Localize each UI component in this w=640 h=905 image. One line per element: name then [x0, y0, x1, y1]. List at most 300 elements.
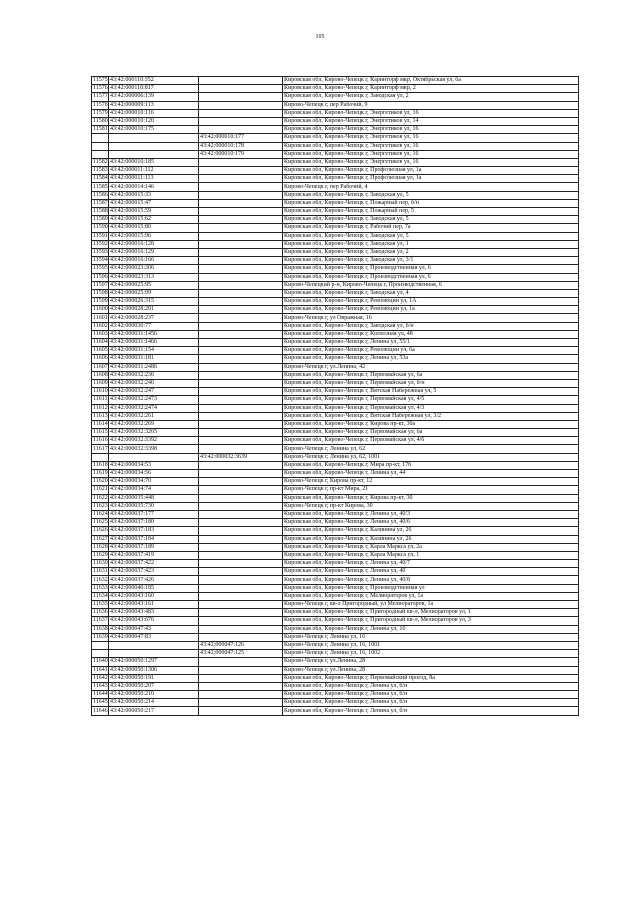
row-number: 11644 — [93, 691, 108, 698]
row-number: 11614 — [93, 420, 108, 427]
address: Кировская обл, Кирово-Чепецк г, Революции ул, 6а — [283, 347, 579, 355]
address: Кировская обл, Кирово-Чепецк г, Калинина ул, 26 — [283, 535, 579, 543]
table-row — [92, 175, 579, 183]
table-row — [92, 355, 579, 363]
table-row — [92, 601, 579, 609]
table-row — [92, 339, 579, 347]
sub-cadastral-number — [199, 625, 283, 633]
table-row — [92, 494, 579, 502]
cadastral-number: 43:42:000050:1297 — [109, 658, 199, 666]
address: Кировская обл, Кирово-Чепецк г, Вятская Набережная ул, 5 — [283, 388, 579, 396]
row-number: 11637 — [93, 617, 108, 624]
cadastral-number: 43:42:000031:181 — [109, 355, 199, 363]
address: Кировская обл, Кирово-Чепецк г, Энергетиков ул, 16 — [283, 150, 579, 158]
address: Кировская обл, Кирово-Чепецк г, Ленина ул, б/н — [283, 707, 579, 715]
cadastral-number: 43:42:000037:184 — [109, 535, 199, 543]
table-row — [92, 633, 579, 641]
row-number: 11610 — [93, 388, 108, 395]
row-number: 11617 — [93, 445, 108, 452]
sub-cadastral-number — [199, 199, 283, 207]
address: Кировская обл, Кирово-Чепецк г, Рабочий пер, 7а — [283, 224, 579, 232]
table-row — [92, 560, 579, 568]
table-row — [92, 625, 579, 633]
address: Кирово-Чепецкий р-н, Кирово-Чепецк г, Производственная, 6 — [283, 281, 579, 289]
row-number: 11626 — [93, 527, 108, 534]
table-row — [92, 412, 579, 420]
cadastral-number: 43:42:000034:74 — [109, 486, 199, 494]
cadastral-number: 43:42:000015:47 — [109, 199, 199, 207]
row-number: 11584 — [93, 175, 108, 182]
table-row — [92, 199, 579, 207]
address: Кировская обл, Кирово-Чепецк г, Производственная ул, 6 — [283, 273, 579, 281]
cadastral-number: 43:42:000037:180 — [109, 519, 199, 527]
sub-cadastral-number — [199, 437, 283, 445]
address: Кировская обл, Кирово-Чепецк г, Калинина ул, 26 — [283, 527, 579, 535]
table-row — [92, 592, 579, 600]
table-row — [92, 470, 579, 478]
address: Кировская обл, Кирово-Чепецк г, Колхозная ул, 48 — [283, 330, 579, 338]
row-number — [92, 150, 109, 158]
sub-cadastral-number — [199, 461, 283, 469]
cadastral-number — [109, 453, 199, 461]
sub-cadastral-number — [199, 273, 283, 281]
table-row — [92, 289, 579, 297]
row-number: 11624 — [93, 511, 108, 518]
table-row — [92, 109, 579, 117]
row-number: 11586 — [93, 191, 108, 198]
row-number: 11607 — [93, 363, 108, 370]
row-number: 11611 — [93, 396, 108, 403]
row-number: 11622 — [93, 494, 108, 501]
address: Кирово-Чепецк г, пер Рабочий, 9 — [283, 101, 579, 109]
cadastral-number: 43:42:000016:166 — [109, 257, 199, 265]
address: Кировская обл, Кирово-Чепецк г, Ленина ул, 55/1 — [283, 339, 579, 347]
cadastral-number: 43:42:000037:419 — [109, 551, 199, 559]
sub-cadastral-number — [199, 691, 283, 699]
sub-cadastral-number — [199, 486, 283, 494]
table-row — [92, 461, 579, 469]
sub-cadastral-number — [199, 257, 283, 265]
address: Кировская обл, Кирово-Чепецк г, Ленина ул, 40/6 — [283, 519, 579, 527]
row-number: 11608 — [93, 371, 108, 378]
row-number: 11612 — [93, 404, 108, 411]
table-row — [92, 117, 579, 125]
table-row — [92, 191, 579, 199]
sub-cadastral-number — [199, 609, 283, 617]
cadastral-number — [109, 150, 199, 158]
cadastral-number: 43:42:000050:210 — [109, 691, 199, 699]
table-row — [92, 551, 579, 559]
row-number: 11620 — [93, 478, 108, 485]
sub-cadastral-number — [199, 158, 283, 166]
address: Кирово-Чепецк г, ул.Ленина, 28 — [283, 666, 579, 674]
address: Кировская обл, Кирово-Чепецк г, Ленина ул, 44 — [283, 470, 579, 478]
table-row — [92, 691, 579, 699]
sub-cadastral-number — [199, 101, 283, 109]
cadastral-number: 43:42:000050:214 — [109, 699, 199, 707]
row-number: 11641 — [93, 666, 108, 673]
table-row — [92, 224, 579, 232]
address: Кировская обл, Кирово-Чепецк г, Заводская ул, 5 — [283, 232, 579, 240]
sub-cadastral-number: 43:42:000010:178 — [199, 142, 283, 150]
address: Кировская обл, Кирово-Чепецк г, Мелиораторов ул, 1а — [283, 592, 579, 600]
sub-cadastral-number — [199, 560, 283, 568]
cadastral-number: 43:42:000015:59 — [109, 208, 199, 216]
sub-cadastral-number — [199, 371, 283, 379]
sub-cadastral-number — [199, 265, 283, 273]
table-row — [92, 584, 579, 592]
sub-cadastral-number — [199, 281, 283, 289]
address: Кировская обл, Кирово-Чепецк г, Профсоюзная ул, 1а — [283, 175, 579, 183]
sub-cadastral-number — [199, 682, 283, 690]
table-row — [92, 371, 579, 379]
cadastral-number: 43:42:000016:129 — [109, 248, 199, 256]
sub-cadastral-number — [199, 404, 283, 412]
table-row — [92, 502, 579, 510]
row-number: 11627 — [93, 535, 108, 542]
row-number: 11593 — [93, 249, 108, 256]
table-row — [92, 314, 579, 322]
row-number: 11643 — [93, 682, 108, 689]
address: Кирово-Чепецк г, ул.Ленина, 42 — [283, 363, 579, 371]
row-number: 11632 — [93, 576, 108, 583]
cadastral-number: 43:42:000032:3398 — [109, 445, 199, 453]
address: Кировская обл, Кирово-Чепецк г, Заводская ул, 5 — [283, 191, 579, 199]
sub-cadastral-number — [199, 494, 283, 502]
table-row — [92, 699, 579, 707]
row-number: 11619 — [93, 470, 108, 477]
cadastral-number: 43:42:000043:161 — [109, 601, 199, 609]
cadastral-number: 43:42:000023:313 — [109, 273, 199, 281]
address: Кировская обл, Кирово-Чепецк г, Энергетиков ул, 16 — [283, 126, 579, 134]
address: Кировская обл, Кирово-Чепецк г, Энергетиков ул, 16 — [283, 158, 579, 166]
row-number: 11596 — [93, 273, 108, 280]
table-row — [92, 617, 579, 625]
row-number: 11575 — [93, 77, 108, 84]
cadastral-number: 43:42:000031:1456 — [109, 330, 199, 338]
table-row — [92, 142, 579, 150]
sub-cadastral-number — [199, 388, 283, 396]
table-row — [92, 674, 579, 682]
cadastral-number: 43:42:000037:422 — [109, 560, 199, 568]
cadastral-number: 43:42:000110:352 — [109, 77, 199, 85]
sub-cadastral-number — [199, 379, 283, 387]
address: Кировская обл, Кирово-Чепецк г, Пожарный пер, б/н — [283, 199, 579, 207]
cadastral-number: 43:42:000009:113 — [109, 101, 199, 109]
cadastral-number: 43:42:000032:247 — [109, 388, 199, 396]
sub-cadastral-number — [199, 314, 283, 322]
row-number: 11625 — [93, 519, 108, 526]
sub-cadastral-number — [199, 216, 283, 224]
address: Кирово-Чепецк г, Ленина ул, 62 — [283, 445, 579, 453]
cadastral-number: 43:42:000015:96 — [109, 232, 199, 240]
table-row — [92, 298, 579, 306]
row-number — [92, 142, 109, 150]
row-number: 11578 — [93, 101, 108, 108]
table-row — [92, 650, 579, 658]
cadastral-number: 43:42:000047:43 — [109, 625, 199, 633]
address: Кировская обл, Кирово-Чепецк г, Первомайская ул, 4/5 — [283, 396, 579, 404]
row-number: 11604 — [93, 339, 108, 346]
sub-cadastral-number — [199, 658, 283, 666]
row-number — [92, 650, 109, 658]
row-number: 11630 — [93, 560, 108, 567]
address: Кировская обл, Кирово-Чепецк г, Ленина ул, 40/3 — [283, 510, 579, 518]
table-row — [92, 437, 579, 445]
address: Кировская обл, Кирово-Чепецк г, Энергетиков ул, 14 — [283, 117, 579, 125]
address: Кировская обл, Кирово-Чепецк г, Профсоюзная ул, 1а — [283, 167, 579, 175]
address: Кирово-Чепецк г, Ленина ул, 16, 1001 — [283, 641, 579, 649]
sub-cadastral-number: 43:42:000010:177 — [199, 134, 283, 142]
sub-cadastral-number — [199, 420, 283, 428]
address: Кировская обл, Кирово-Чепецк г, Заводская ул, 5 — [283, 216, 579, 224]
table-row — [92, 666, 579, 674]
address: Кирово-Чепецк г, кв-л Пригородный, ул Мелиораторов, 1а — [283, 601, 579, 609]
row-number: 11595 — [93, 265, 108, 272]
row-number: 11585 — [93, 183, 108, 190]
row-number: 11636 — [93, 609, 108, 616]
cadastral-number: 43:42:000015:62 — [109, 216, 199, 224]
table-row — [92, 265, 579, 273]
cadastral-number: 43:42:000030:77 — [109, 322, 199, 330]
table-row — [92, 93, 579, 101]
address: Кировская обл, Кирово-Чепецк г, Кирова пр-кт, 30 — [283, 494, 579, 502]
table-row — [92, 281, 579, 289]
table-row — [92, 609, 579, 617]
address: Кировская обл, Кирово-Чепецк г, Заводская ул, 2 — [283, 248, 579, 256]
table-row — [92, 535, 579, 543]
address: Кировская обл, Кирово-Чепецк г, Карла Маркса ул, 2а — [283, 543, 579, 551]
sub-cadastral-number — [199, 175, 283, 183]
address: Кировская обл, Кирово-Чепецк г, Пожарный пер, 5 — [283, 208, 579, 216]
sub-cadastral-number — [199, 502, 283, 510]
cadastral-number: 43:42:000032:261 — [109, 412, 199, 420]
address: Кирово-Чепецк г, Ленина ул, 62, 1001 — [283, 453, 579, 461]
table-row — [92, 527, 579, 535]
table-row — [92, 388, 579, 396]
row-number: 11631 — [93, 568, 108, 575]
address: Кировская обл, Кирово-Чепецк г, Первомайская ул, 4/3 — [283, 404, 579, 412]
sub-cadastral-number — [199, 347, 283, 355]
row-number: 11609 — [93, 380, 108, 387]
cadastral-number: 43:42:000043:483 — [109, 609, 199, 617]
row-number: 11594 — [93, 257, 108, 264]
address: Кировская обл, Кирово-Чепецк г, Ленина ул, 53а — [283, 355, 579, 363]
sub-cadastral-number — [199, 322, 283, 330]
address: Кировская обл, Кирово-Чепецк г, Заводская ул, 1 — [283, 240, 579, 248]
table-row — [92, 232, 579, 240]
cadastral-number: 43:42:000028:237 — [109, 314, 199, 322]
sub-cadastral-number — [199, 85, 283, 93]
cadastral-number: 43:42:000006:139 — [109, 93, 199, 101]
table-row — [92, 543, 579, 551]
sub-cadastral-number — [199, 535, 283, 543]
address: Кировская обл, Кирово-Чепецк г, Кирова пр-кт, 30а — [283, 420, 579, 428]
table-row — [92, 306, 579, 314]
sub-cadastral-number — [199, 298, 283, 306]
row-number: 11579 — [93, 109, 108, 116]
sub-cadastral-number — [199, 445, 283, 453]
address: Кировская обл, Кирово-Чепецк г, Вятская Набережная ул, 3/2 — [283, 412, 579, 420]
row-number: 11576 — [93, 85, 108, 92]
address: Кировская обл, Кирово-Чепецк г, Революции ул, 1а — [283, 306, 579, 314]
row-number: 11598 — [93, 289, 108, 296]
sub-cadastral-number — [199, 240, 283, 248]
cadastral-number: 43:42:000031:1466 — [109, 339, 199, 347]
cadastral-number — [109, 650, 199, 658]
cadastral-number: 43:42:000034:70 — [109, 478, 199, 486]
sub-cadastral-number — [199, 617, 283, 625]
table-row — [92, 641, 579, 649]
table-row — [92, 330, 579, 338]
row-number: 11646 — [93, 707, 108, 714]
table-row — [92, 240, 579, 248]
table-row — [92, 478, 579, 486]
table-row — [92, 420, 579, 428]
cadastral-number — [109, 641, 199, 649]
sub-cadastral-number — [199, 470, 283, 478]
address: Кировская обл, Кирово-Чепецк г, Энергетиков ул, 16 — [283, 109, 579, 117]
cadastral-number: 43:42:000031:2486 — [109, 363, 199, 371]
table-row — [92, 257, 579, 265]
address: Кировская обл, Кирово-Чепецк г, Заводская ул, 3/1 — [283, 257, 579, 265]
row-number: 11645 — [93, 699, 108, 706]
sub-cadastral-number — [199, 633, 283, 641]
table-row — [92, 101, 579, 109]
cadastral-number: 43:42:000040:185 — [109, 584, 199, 592]
address: Кировская обл, Кирово-Чепецк г, Ленина ул, б/н — [283, 691, 579, 699]
address: Кировская обл, Кирово-Чепецк г, Революции ул, 1А — [283, 298, 579, 306]
sub-cadastral-number — [199, 666, 283, 674]
row-number: 11601 — [93, 314, 108, 321]
address: Кировская обл, Кирово-Чепецк г, Заводская ул, б/н — [283, 322, 579, 330]
table-row — [92, 183, 579, 191]
table-row — [92, 134, 579, 142]
cadastral-number: 43:42:000050:191 — [109, 674, 199, 682]
row-number: 11581 — [93, 126, 108, 133]
table-row — [92, 682, 579, 690]
sub-cadastral-number — [199, 208, 283, 216]
address: Кировская обл, Кирово-Чепецк г, Заводская ул, 2 — [283, 93, 579, 101]
address: Кирово-Чепецк г, Ленина ул, 16, 1002 — [283, 650, 579, 658]
cadastral-number: 43:42:000035:448 — [109, 494, 199, 502]
table-row — [92, 453, 579, 461]
cadastral-number: 43:42:000110:817 — [109, 85, 199, 93]
address: Кировская обл, Кирово-Чепецк г, Первомайская ул, 6а — [283, 429, 579, 437]
row-number: 11600 — [93, 306, 108, 313]
table-row — [92, 445, 579, 453]
table-row — [92, 486, 579, 494]
cadastral-number: 43:42:000037:177 — [109, 510, 199, 518]
sub-cadastral-number — [199, 584, 283, 592]
table-row — [92, 379, 579, 387]
sub-cadastral-number — [199, 551, 283, 559]
cadastral-number: 43:42:000034:53 — [109, 461, 199, 469]
row-number: 11613 — [93, 412, 108, 419]
table-row — [92, 347, 579, 355]
table-row — [92, 568, 579, 576]
address: Кирово-Чепецк г, пр-кт Кирова, 30 — [283, 502, 579, 510]
sub-cadastral-number — [199, 232, 283, 240]
sub-cadastral-number: 43:42:000047:126 — [199, 641, 283, 649]
sub-cadastral-number — [199, 330, 283, 338]
address: Кирово-Чепецк г, ул Овражная, 16 — [283, 314, 579, 322]
sub-cadastral-number — [199, 543, 283, 551]
table-row — [92, 322, 579, 330]
row-number: 11633 — [93, 584, 108, 591]
cadastral-number: 43:42:000010:116 — [109, 109, 199, 117]
sub-cadastral-number — [199, 363, 283, 371]
registry-table — [91, 76, 579, 716]
address: Кировская обл, Кирово-Чепецк г, Производственная ул — [283, 584, 579, 592]
sub-cadastral-number — [199, 601, 283, 609]
table-row — [92, 216, 579, 224]
address: Кировская обл, Кирово-Чепецк г, Каринторф мкр, 2 — [283, 85, 579, 93]
row-number: 11592 — [93, 240, 108, 247]
row-number: 11599 — [93, 298, 108, 305]
address: Кировская обл, Кирово-Чепецк г, Первомайский проезд, 8а — [283, 674, 579, 682]
sub-cadastral-number — [199, 183, 283, 191]
sub-cadastral-number: 43:42:000010:179 — [199, 150, 283, 158]
cadastral-number: 43:42:000043:676 — [109, 617, 199, 625]
cadastral-number: 43:42:000032:236 — [109, 371, 199, 379]
sub-cadastral-number — [199, 527, 283, 535]
sub-cadastral-number — [199, 77, 283, 85]
address: Кирово-Чепецк г, пр-кт Мира, 21 — [283, 486, 579, 494]
cadastral-number: 43:42:000010:175 — [109, 126, 199, 134]
sub-cadastral-number — [199, 519, 283, 527]
row-number: 11634 — [93, 592, 108, 599]
sub-cadastral-number — [199, 510, 283, 518]
address: Кировская обл, Кирово-Чепецк г, Заводская ул, 4 — [283, 289, 579, 297]
address: Кировская обл, Кирово-Чепецк г, Первомайская ул, 6а — [283, 371, 579, 379]
row-number: 11591 — [93, 232, 108, 239]
cadastral-number: 43:42:000026:315 — [109, 298, 199, 306]
address: Кировская обл, Кирово-Чепецк г, Мира пр-кт, 17б — [283, 461, 579, 469]
row-number: 11577 — [93, 93, 108, 100]
sub-cadastral-number — [199, 576, 283, 584]
cadastral-number: 43:42:000047:83 — [109, 633, 199, 641]
table-row — [92, 126, 579, 134]
cadastral-number: 43:42:000014:146 — [109, 183, 199, 191]
row-number: 11640 — [93, 658, 108, 665]
cadastral-number: 43:42:000010:185 — [109, 158, 199, 166]
address: Кировская обл, Кирово-Чепецк г, Ленина ул, 16 — [283, 625, 579, 633]
registry-table-body — [92, 77, 579, 716]
cadastral-number: 43:42:000032:240 — [109, 379, 199, 387]
cadastral-number: 43:42:000031:154 — [109, 347, 199, 355]
cadastral-number: 43:42:000034:56 — [109, 470, 199, 478]
address: Кирово-Чепецк г, пер Рабочий, 4 — [283, 183, 579, 191]
table-row — [92, 363, 579, 371]
row-number: 11638 — [93, 625, 108, 632]
cadastral-number: 43:42:000011:113 — [109, 175, 199, 183]
address: Кировская обл, Кирово-Чепецк г, Ленина ул, б/н — [283, 699, 579, 707]
row-number — [92, 134, 109, 142]
cadastral-number: 43:42:000032:2474 — [109, 404, 199, 412]
address: Кировская обл, Кирово-Чепецк г, Каринторф мкр, Октябрьская ул, 6а — [283, 77, 579, 85]
row-number: 11615 — [93, 429, 108, 436]
row-number: 11623 — [93, 502, 108, 509]
sub-cadastral-number — [199, 412, 283, 420]
table-row — [92, 248, 579, 256]
cadastral-number: 43:42:000043:160 — [109, 592, 199, 600]
table-row — [92, 576, 579, 584]
cadastral-number: 43:42:000032:3392 — [109, 437, 199, 445]
sub-cadastral-number — [199, 429, 283, 437]
registry-table-container — [91, 76, 578, 716]
row-number: 11629 — [93, 551, 108, 558]
